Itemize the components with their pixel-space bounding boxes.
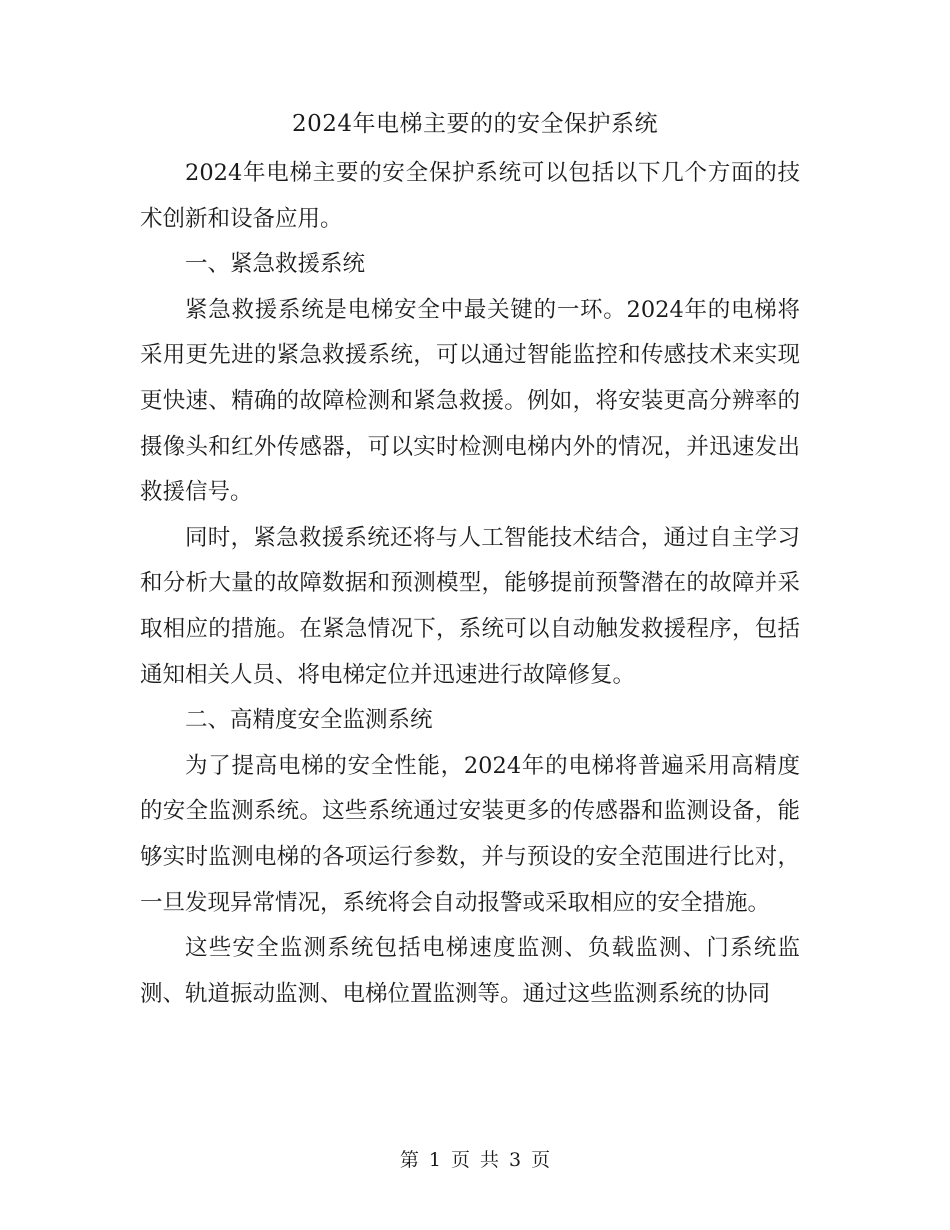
paragraph-monitoring-types: 这些安全监测系统包括电梯速度监测、负载监测、门系统监测、轨道振动监测、电梯位置监测等。通过这些监测系统的协同 <box>140 935 800 1007</box>
paragraph-intro: 2024年电梯主要的安全保护系统可以包括以下几个方面的技术创新和设备应用。 <box>140 160 800 232</box>
document-body <box>140 151 800 1017</box>
page-number-footer: 第 1 页 共 3 页 <box>399 1149 551 1171</box>
paragraph-ai-integration: 同时，紧急救援系统还将与人工智能技术结合，通过自主学习和分析大量的故障数据和预测模型，能够提前预警潜在的故障并采取相应的措施。在紧急情况下，系统可以自动触发救援程序，包括通知相关人员、将电梯定位并迅速进行故障修复。 <box>140 524 800 688</box>
document-title: 2024年电梯主要的的安全保护系统 <box>291 111 659 137</box>
section-heading-emergency-rescue: 一、紧急救援系统 <box>185 251 366 278</box>
section-heading-monitoring: 二、高精度安全监测系统 <box>185 707 433 734</box>
paragraph-emergency-rescue: 紧急救援系统是电梯安全中最关键的一环。2024年的电梯将采用更先进的紧急救援系统，可以通过智能监控和传感技术来实现更快速、精确的故障检测和紧急救援。例如，将安装更高分辨率的摄像头和红外传感器，可以实时检测电梯内外的情况，并迅速发出救援信号。 <box>140 296 800 506</box>
paragraph-monitoring: 为了提高电梯的安全性能，2024年的电梯将普遍采用高精度的安全监测系统。这些系统通过安装更多的传感器和监测设备，能够实时监测电梯的各项运行参数，并与预设的安全范围进行比对，一旦发现异常情况，系统将会自动报警或采取相应的安全措施。 <box>140 752 800 916</box>
